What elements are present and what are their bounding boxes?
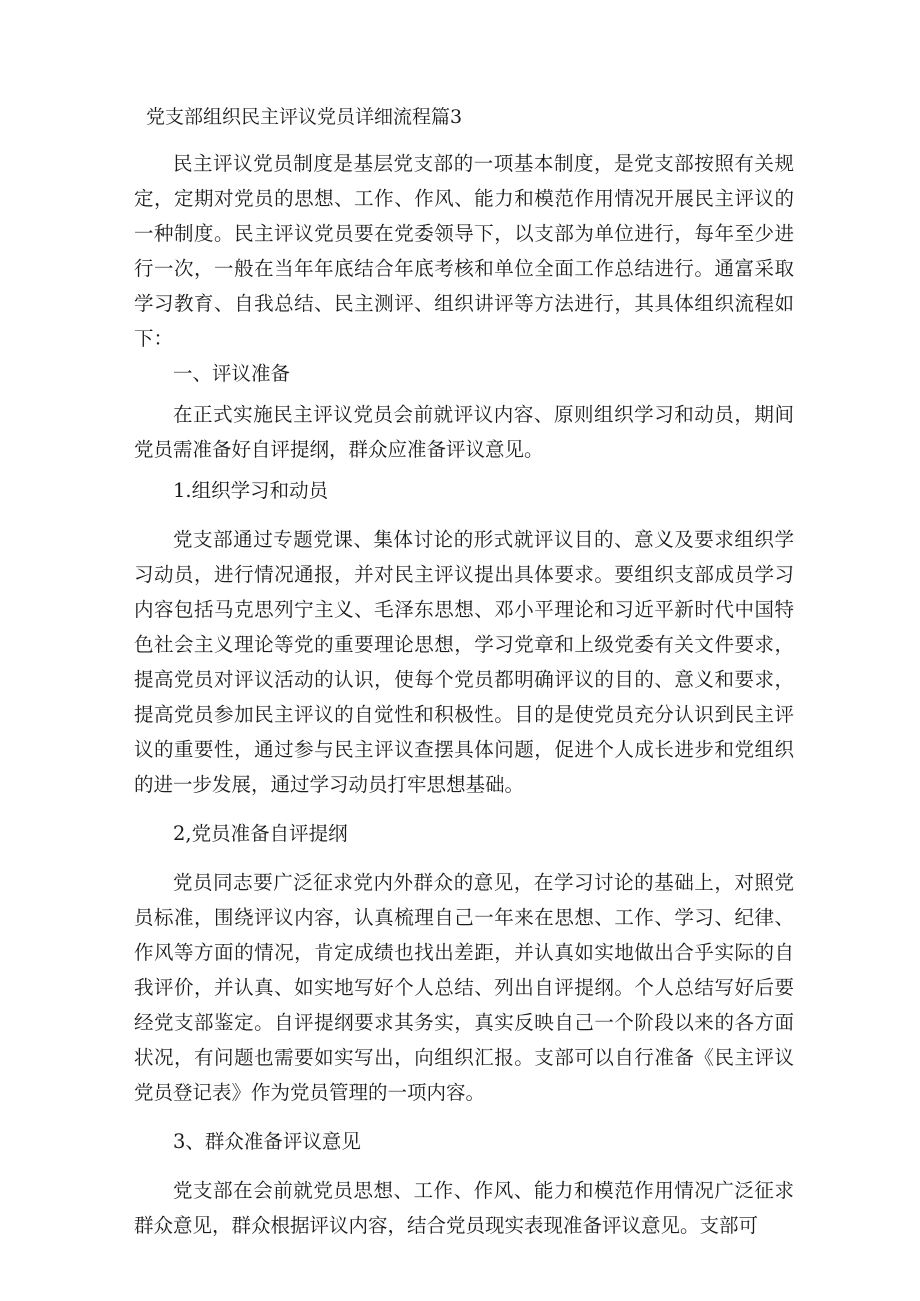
subheading-self-evaluation-outline: 2,党员准备自评提纲	[173, 822, 348, 845]
intro-paragraph: 民主评议党员制度是基层党支部的一项基本制度，是党支部按照有关规定，定期对党员的思想、工作、作风、能力和模范作用情况开展民主评议的一种制度。民主评议党员要在党委领导下，以支部为单位进行，每年至少进行一次，一般在当年年底结合年底考核和单位全面工作总结进行。通富采取学习教育、自我总结、民主测评、组织讲评等方法进行，其具体组织流程如下：	[134, 152, 794, 350]
section-heading-evaluation-preparation: 一、评议准备	[173, 362, 291, 385]
self-evaluation-paragraph: 党员同志要广泛征求党内外群众的意见，在学习讨论的基础上，对照党员标准，围绕评议内容，认真梳理自己一年来在思想、工作、学习、纪律、作风等方面的情况，肯定成绩也找出差距，并认真如实地做出合乎实际的自我评价，并认真、如实地写好个人总结、列出自评提纲。个人总结写好后要经党支部鉴定。自评提纲要求其务实，真实反映自己一个阶段以来的各方面状况，有问题也需要如实写出，向组织汇报。支部可以自行准备《民主评议党员登记表》作为党员管理的一项内容。	[134, 871, 794, 1104]
document-title: 党支部组织民主评议党员详细流程篇3	[146, 106, 463, 128]
document-body	[134, 146, 794, 1243]
subheading-public-opinions: 3、群众准备评议意见	[173, 1130, 361, 1153]
public-opinions-paragraph: 党支部在会前就党员思想、工作、作风、能力和模范作用情况广泛征求群众意见，群众根据评议内容，结合党员现实表现准备评议意见。支部可	[134, 1179, 794, 1237]
subheading-study-and-mobilization: 1.组织学习和动员	[173, 479, 329, 502]
study-mobilization-paragraph: 党支部通过专题党课、集体讨论的形式就评议目的、意义及要求组织学习动员，进行情况通报，并对民主评议提出具体要求。要组织支部成员学习内容包括马克思列宁主义、毛泽东思想、邓小平理论和习近平新时代中国特色社会主义理论等党的重要理论思想，学习党章和上级党委有关文件要求，提高党员对评议活动的认识，使每个党员都明确评议的目的、意义和要求，提高党员参加民主评议的自觉性和积极性。目的是使党员充分认识到民主评议的重要性，通过参与民主评议查摆具体问题，促进个人成长进步和党组织的进一步发展，通过学习动员打牢思想基础。	[134, 528, 794, 796]
preparation-paragraph: 在正式实施民主评议党员会前就评议内容、原则组织学习和动员，期间党员需准备好自评提纲，群众应准备评议意见。	[134, 403, 794, 461]
